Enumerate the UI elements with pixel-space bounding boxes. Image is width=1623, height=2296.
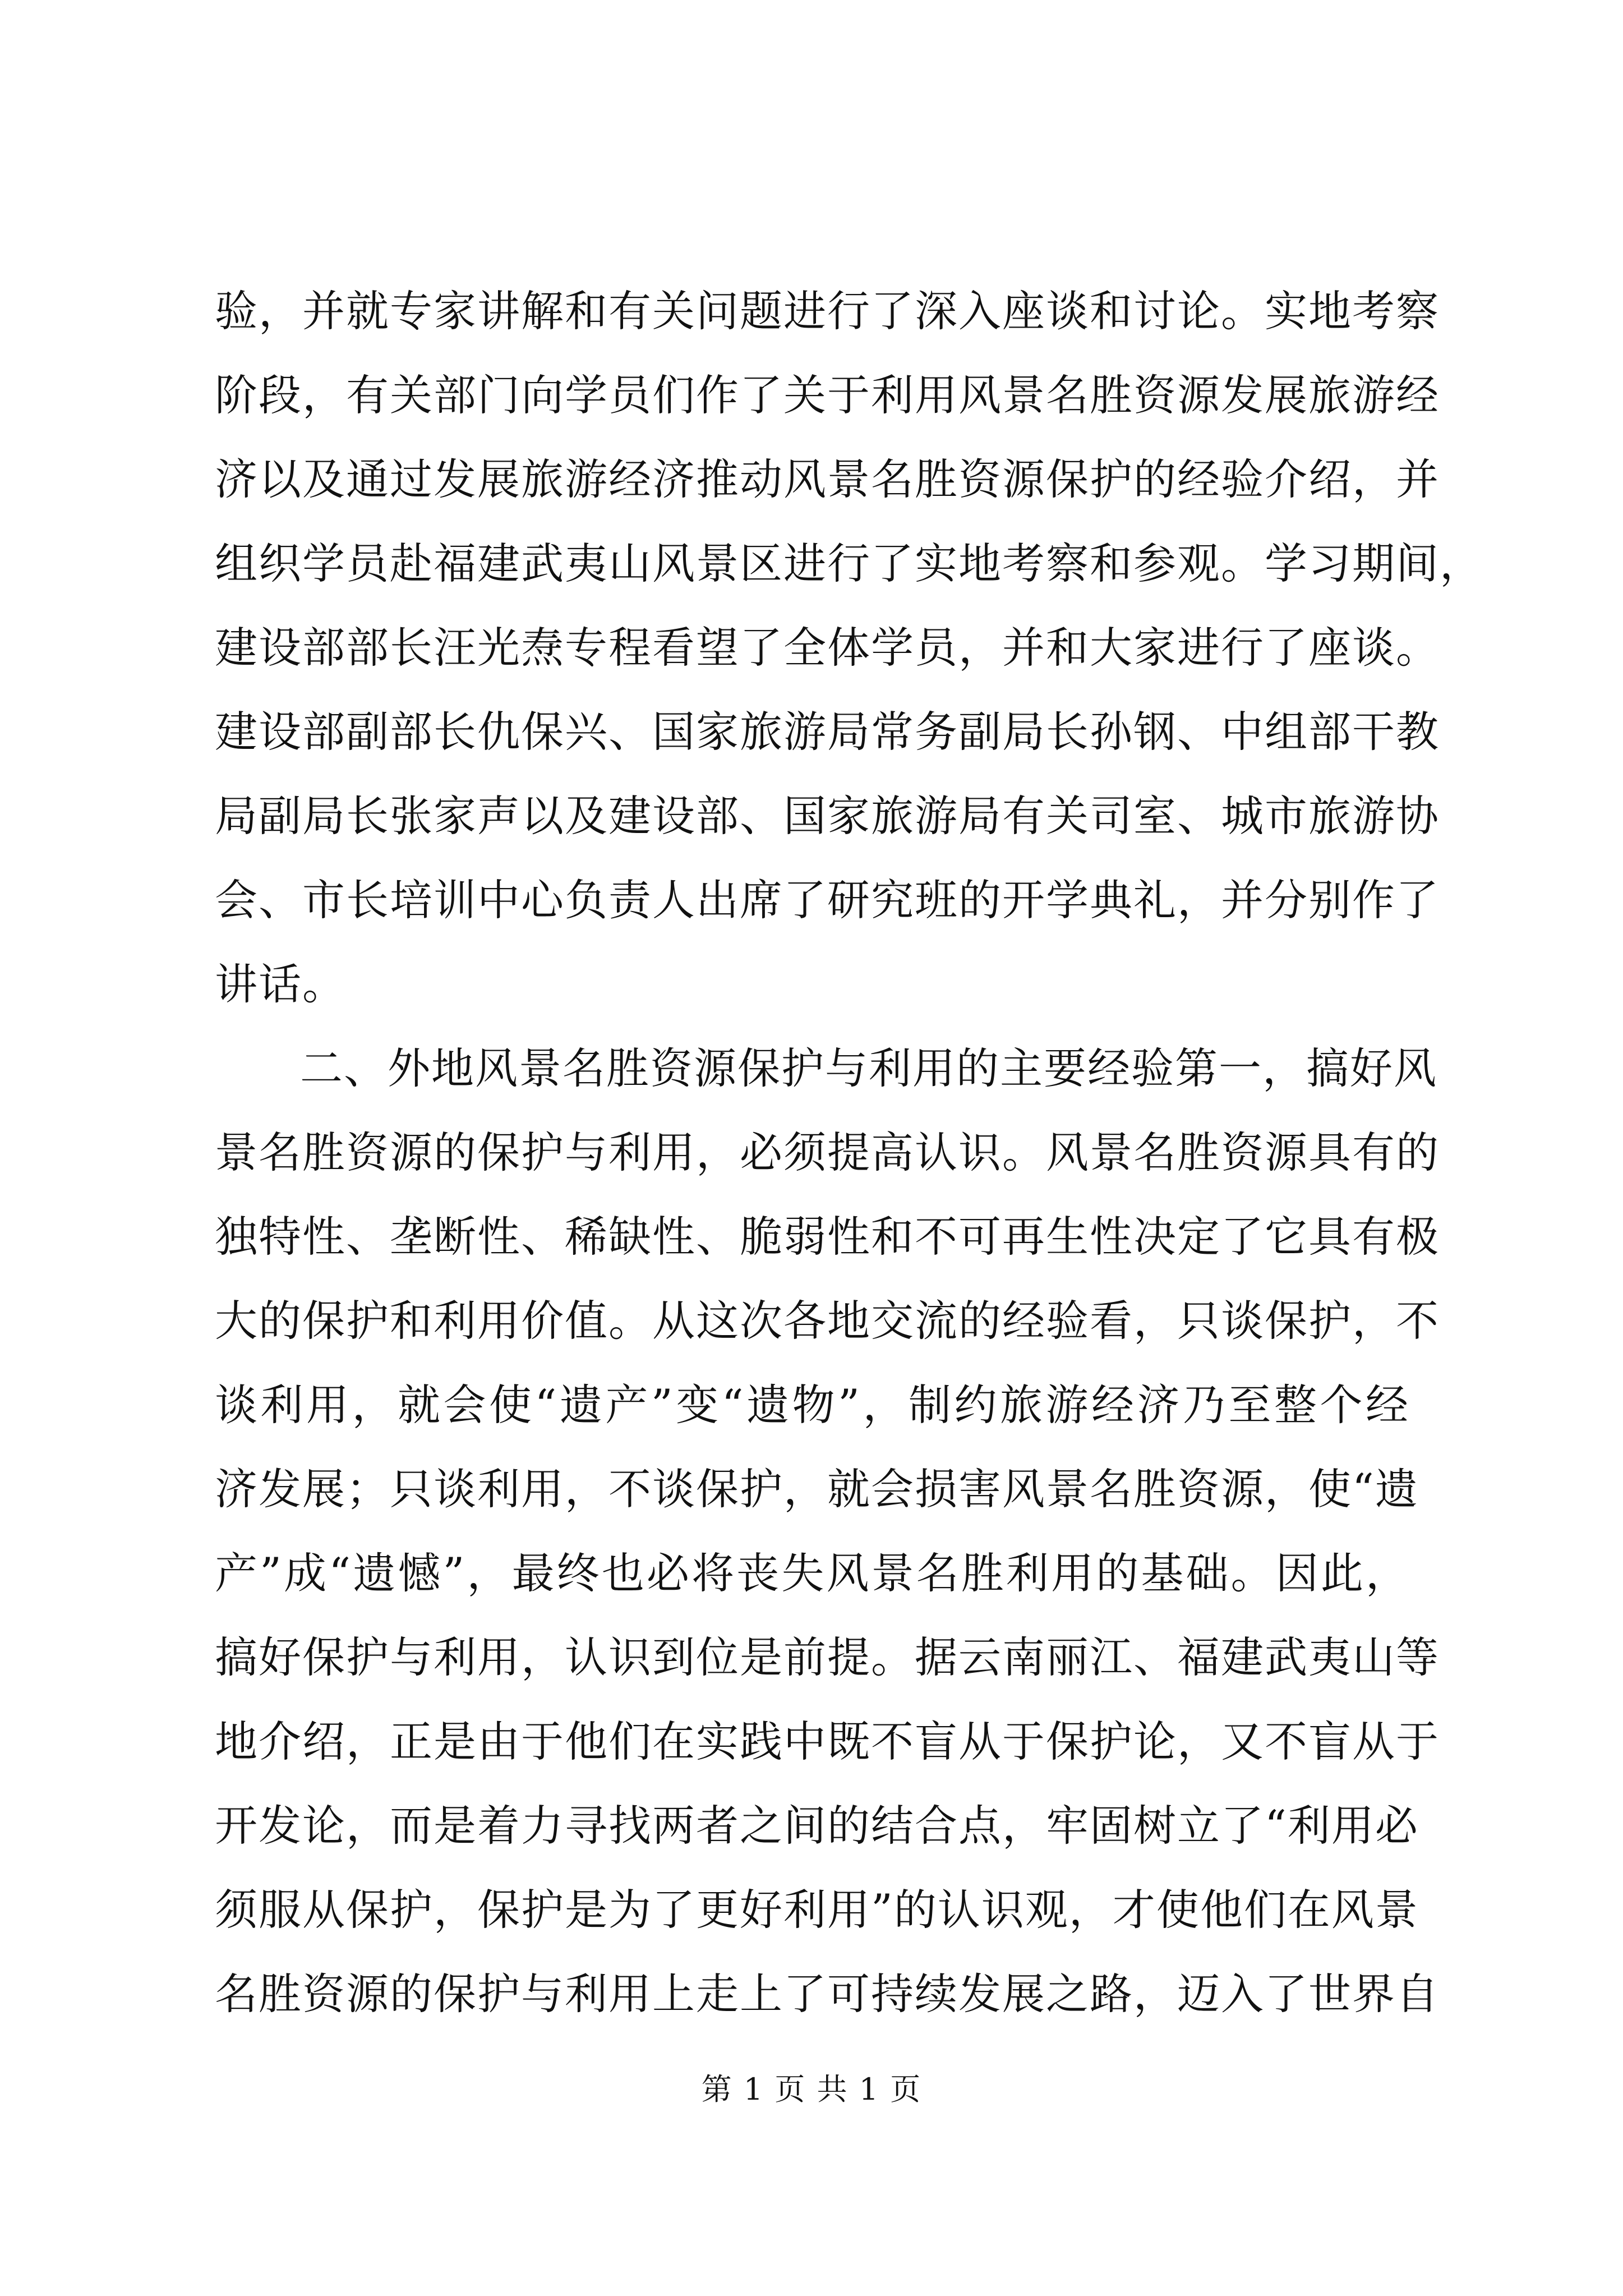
- text-line: 谈利用，就会使“遗产”变“遗物”，制约旅游经济乃至整个经: [215, 1380, 1409, 1430]
- paragraph: [215, 269, 1483, 1027]
- text-line: 须服从保护，保护是为了更好利用”的认识观，才使他们在风景: [215, 1885, 1419, 1935]
- text-line: 二、外地风景名胜资源保护与利用的主要经验第一，搞好风: [300, 1043, 1437, 1093]
- text-line: 搞好保护与利用，认识到位是前提。据云南丽江、福建武夷山等: [215, 1632, 1440, 1682]
- text-line: 验，并就专家讲解和有关问题进行了深入座谈和讨论。实地考察: [215, 286, 1440, 336]
- text-line: 开发论，而是着力寻找两者之间的结合点，牢固树立了“利用必: [215, 1801, 1419, 1851]
- document-body: [215, 269, 1483, 2036]
- text-line: 组织学员赴福建武夷山风景区进行了实地考察和参观。学习期间，: [215, 539, 1483, 588]
- text-line: 地介绍，正是由于他们在实践中既不盲从于保护论，又不盲从于: [215, 1717, 1440, 1766]
- text-line: 济以及通过发展旅游经济推动风景名胜资源保护的经验介绍，并: [215, 454, 1440, 504]
- text-line: 独特性、垄断性、稀缺性、脆弱性和不可再生性决定了它具有极: [215, 1212, 1440, 1262]
- text-line: 景名胜资源的保护与利用，必须提高认识。风景名胜资源具有的: [215, 1128, 1440, 1177]
- text-line: 阶段，有关部门向学员们作了关于利用风景名胜资源发展旅游经: [215, 370, 1440, 420]
- text-line: 大的保护和利用价值。从这次各地交流的经验看，只谈保护，不: [215, 1296, 1440, 1346]
- text-line: 建设部副部长仇保兴、国家旅游局常务副局长孙钢、中组部干教: [215, 707, 1440, 757]
- text-line: 建设部部长汪光焘专程看望了全体学员，并和大家进行了座谈。: [215, 623, 1440, 673]
- text-line: 局副局长张家声以及建设部、国家旅游局有关司室、城市旅游协: [215, 791, 1440, 841]
- text-line: 讲话。: [215, 959, 346, 1009]
- text-line: 产”成“遗憾”，最终也必将丧失风景名胜利用的基础。因此，: [215, 1548, 1409, 1598]
- text-line: 名胜资源的保护与利用上走上了可持续发展之路，迈入了世界自: [215, 1969, 1440, 2019]
- paragraph: [215, 1027, 1440, 2036]
- text-line: 会、市长培训中心负责人出席了研究班的开学典礼，并分别作了: [215, 875, 1440, 925]
- page-number-footer: 第 1 页 共 1 页: [701, 2072, 922, 2107]
- text-line: 济发展；只谈利用，不谈保护，就会损害风景名胜资源，使“遗: [215, 1464, 1419, 1514]
